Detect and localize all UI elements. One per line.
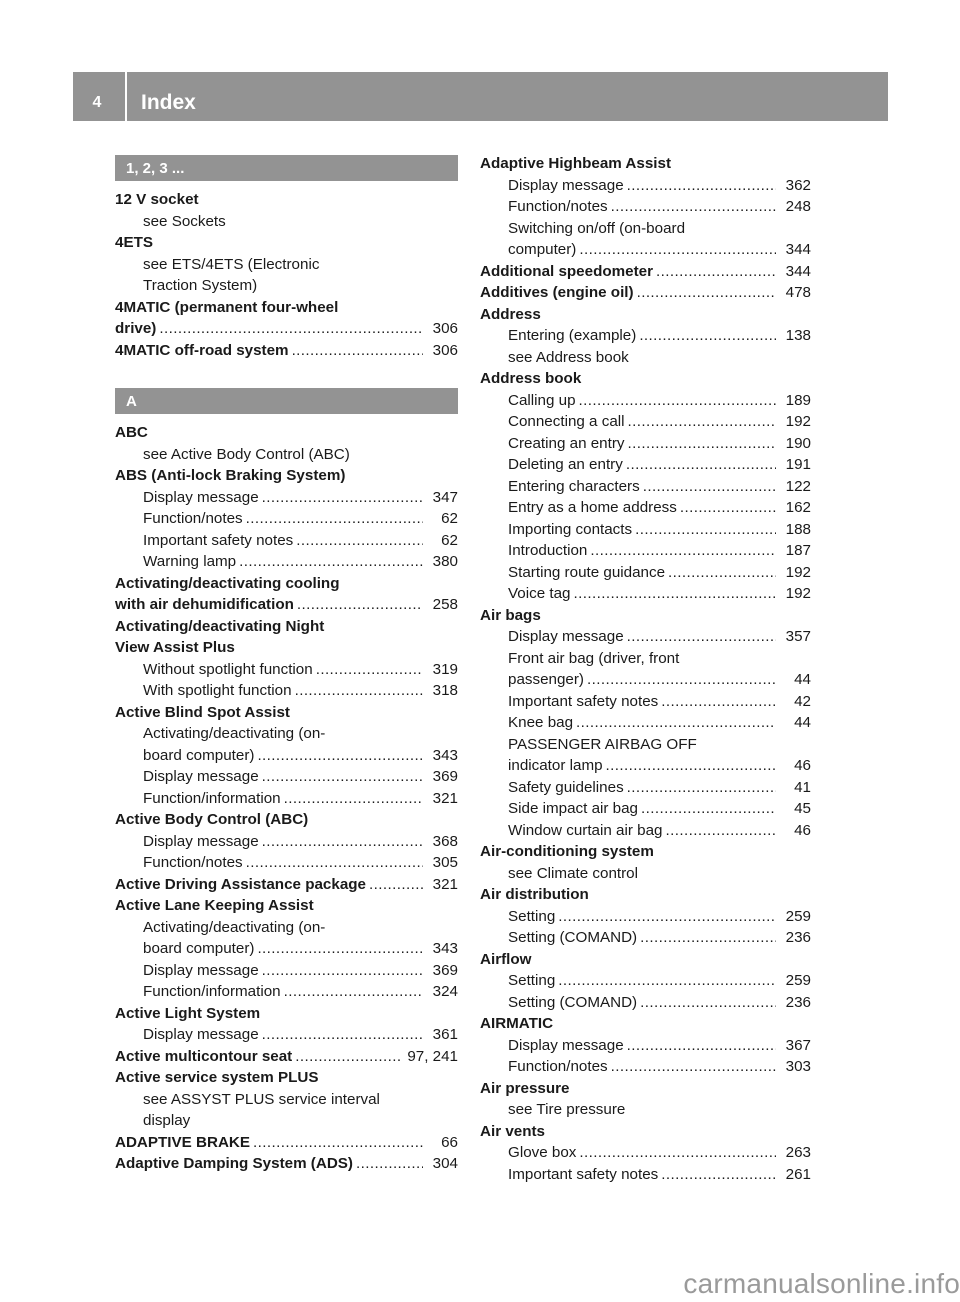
entry-text: Air bags bbox=[480, 606, 541, 624]
page-reference[interactable]: 162 bbox=[785, 499, 811, 516]
index-entry bbox=[115, 809, 458, 831]
entry-text: Function/information bbox=[143, 789, 281, 807]
entry-text: see ETS/4ETS (Electronic bbox=[143, 255, 320, 273]
page-reference[interactable]: 305 bbox=[432, 854, 458, 871]
entry-text: Active service system PLUS bbox=[115, 1069, 319, 1086]
dot-leader bbox=[246, 852, 423, 874]
entry-text: Active Light System bbox=[115, 1004, 261, 1022]
entry-text: Air-conditioning system bbox=[480, 843, 654, 860]
page-reference[interactable]: 361 bbox=[432, 1026, 458, 1043]
entry-text: Activating/deactivating (on- bbox=[143, 918, 326, 936]
entry-text: see Active Body Control (ABC) bbox=[143, 445, 350, 463]
index-subentry[interactable] bbox=[480, 239, 811, 261]
index-entry[interactable] bbox=[115, 874, 458, 896]
entry-text: Important safety notes bbox=[508, 1165, 659, 1183]
page-reference[interactable]: 321 bbox=[432, 789, 458, 807]
page-reference[interactable]: 369 bbox=[432, 768, 458, 785]
dot-leader bbox=[637, 282, 776, 304]
entry-text: Activating/deactivating Night bbox=[115, 617, 325, 635]
dot-leader bbox=[680, 497, 776, 519]
dot-leader bbox=[574, 583, 777, 605]
entry-text: Address book bbox=[480, 370, 582, 387]
index-subentry[interactable] bbox=[480, 583, 811, 605]
dot-leader bbox=[579, 390, 776, 412]
page-number-text: 4 bbox=[92, 94, 102, 111]
dot-leader bbox=[558, 906, 776, 928]
entry-text: Setting bbox=[508, 907, 556, 925]
index-subentry[interactable] bbox=[480, 691, 811, 713]
entry-text: Adaptive Damping System (ADS) bbox=[115, 1155, 353, 1172]
index-subentry[interactable] bbox=[115, 659, 458, 681]
entry-text: Air pressure bbox=[480, 1079, 570, 1097]
index-subentry[interactable] bbox=[480, 755, 811, 777]
page-reference[interactable]: 188 bbox=[785, 520, 811, 538]
dot-leader bbox=[665, 820, 776, 842]
page-reference[interactable]: 306 bbox=[432, 320, 458, 337]
page-reference[interactable]: 44 bbox=[794, 714, 811, 731]
entry-text: Display message bbox=[508, 628, 624, 645]
index-entry bbox=[480, 605, 811, 627]
index-entry bbox=[480, 841, 811, 863]
index-subentry bbox=[115, 917, 458, 939]
page-reference[interactable]: 42 bbox=[794, 692, 811, 710]
entry-text: see Address book bbox=[508, 348, 629, 366]
page-reference[interactable]: 236 bbox=[785, 993, 811, 1011]
page-reference[interactable]: 122 bbox=[785, 477, 811, 495]
index-subentry bbox=[115, 444, 458, 466]
dot-leader bbox=[661, 691, 776, 713]
dot-leader bbox=[590, 540, 776, 562]
index-subentry[interactable] bbox=[480, 1056, 811, 1078]
entry-text: Calling up bbox=[508, 391, 576, 409]
entry-text: see Tire pressure bbox=[508, 1101, 626, 1118]
dot-leader bbox=[639, 325, 776, 347]
index-subentry[interactable] bbox=[480, 777, 811, 799]
page-reference[interactable]: 318 bbox=[432, 682, 458, 699]
index-subentry[interactable] bbox=[480, 454, 811, 476]
index-subentry[interactable] bbox=[480, 992, 811, 1014]
section-header: 1, 2, 3 ... bbox=[115, 155, 458, 181]
index-entry bbox=[480, 304, 811, 326]
index-subentry bbox=[115, 723, 458, 745]
index-entry bbox=[115, 422, 458, 444]
page-reference[interactable]: 321 bbox=[432, 875, 458, 893]
entry-text: Front air bag (driver, front bbox=[508, 649, 680, 667]
index-subentry[interactable] bbox=[115, 508, 458, 530]
index-entry[interactable] bbox=[115, 594, 458, 616]
page-reference[interactable]: 319 bbox=[432, 660, 458, 678]
page-reference[interactable]: 97, 241 bbox=[407, 1047, 458, 1065]
index-subentry[interactable] bbox=[480, 970, 811, 992]
entry-text: Air vents bbox=[480, 1122, 545, 1140]
index-subentry bbox=[480, 863, 811, 885]
page-reference[interactable]: 478 bbox=[785, 284, 811, 301]
index-subentry[interactable] bbox=[480, 411, 811, 433]
dot-leader bbox=[262, 831, 423, 853]
page-reference[interactable]: 46 bbox=[794, 757, 811, 774]
entry-text: Function/information bbox=[143, 983, 281, 1000]
entry-text: Setting (COMAND) bbox=[508, 929, 638, 946]
entry-text: Side impact air bag bbox=[508, 800, 639, 817]
index-entry[interactable] bbox=[115, 1153, 458, 1175]
entry-text: Without spotlight function bbox=[143, 660, 313, 678]
dot-leader bbox=[246, 508, 423, 530]
page-reference[interactable]: 62 bbox=[441, 531, 458, 549]
index-entry bbox=[115, 1003, 458, 1025]
entry-text: Starting route guidance bbox=[508, 563, 666, 581]
page-reference[interactable]: 46 bbox=[794, 821, 811, 839]
entry-text: computer) bbox=[508, 241, 577, 258]
entry-text: passenger) bbox=[508, 671, 584, 688]
index-subentry[interactable] bbox=[480, 927, 811, 949]
index-entry bbox=[115, 702, 458, 724]
entry-text: 4ETS bbox=[115, 234, 153, 251]
entry-text: Display message bbox=[143, 1026, 259, 1043]
index-entry bbox=[480, 368, 811, 390]
dot-leader bbox=[253, 1132, 423, 1154]
index-subentry[interactable] bbox=[480, 540, 811, 562]
entry-text: Active Blind Spot Assist bbox=[115, 703, 290, 721]
index-entry[interactable] bbox=[480, 282, 811, 304]
index-entry bbox=[115, 189, 458, 211]
index-subentry[interactable] bbox=[480, 1035, 811, 1057]
index-subentry[interactable] bbox=[480, 497, 811, 519]
dot-leader bbox=[611, 196, 776, 218]
entry-text: indicator lamp bbox=[508, 757, 603, 774]
index-subentry[interactable] bbox=[115, 766, 458, 788]
dot-leader bbox=[356, 1153, 423, 1175]
entry-text: Safety guidelines bbox=[508, 778, 624, 796]
page-reference[interactable]: 343 bbox=[432, 940, 458, 957]
dot-leader bbox=[627, 1035, 776, 1057]
page-reference[interactable]: 263 bbox=[785, 1144, 811, 1161]
page-reference[interactable]: 324 bbox=[432, 983, 458, 1000]
index-subentry[interactable] bbox=[480, 798, 811, 820]
watermark: carmanualsonline.info bbox=[683, 1268, 960, 1299]
index-subentry[interactable] bbox=[480, 562, 811, 584]
page-reference[interactable]: 343 bbox=[432, 746, 458, 764]
index-entry bbox=[115, 616, 458, 638]
entry-text: Display message bbox=[143, 832, 259, 850]
index-subentry[interactable] bbox=[115, 551, 458, 573]
index-subentry[interactable] bbox=[480, 669, 811, 691]
dot-leader bbox=[640, 927, 776, 949]
dot-leader bbox=[587, 669, 776, 691]
entry-text: Entry as a home address bbox=[508, 499, 677, 516]
dot-leader bbox=[239, 551, 423, 573]
page-reference[interactable]: 344 bbox=[785, 241, 811, 258]
index-subentry[interactable] bbox=[480, 476, 811, 498]
entry-text: Creating an entry bbox=[508, 434, 625, 452]
entry-text: Entering characters bbox=[508, 477, 640, 495]
index-entry bbox=[480, 1121, 811, 1143]
entry-text: ABC bbox=[115, 424, 148, 441]
dot-leader bbox=[316, 659, 423, 681]
page-reference[interactable]: 258 bbox=[432, 596, 458, 613]
entry-text: 4MATIC off-road system bbox=[115, 341, 289, 359]
index-subentry bbox=[115, 1089, 458, 1111]
index-entry bbox=[115, 232, 458, 254]
index-subentry[interactable] bbox=[480, 325, 811, 347]
entry-text: Active Driving Assistance package bbox=[115, 875, 366, 893]
dot-leader bbox=[661, 1164, 776, 1186]
index-subentry[interactable] bbox=[480, 820, 811, 842]
index-entry[interactable] bbox=[115, 318, 458, 340]
index-entry bbox=[480, 884, 811, 906]
entry-text: Importing contacts bbox=[508, 520, 633, 538]
dot-leader bbox=[640, 992, 776, 1014]
index-subentry bbox=[480, 648, 811, 670]
entry-text: Active multicontour seat bbox=[115, 1047, 293, 1065]
page-reference[interactable]: 44 bbox=[794, 671, 811, 688]
dot-leader bbox=[627, 626, 776, 648]
dot-leader bbox=[262, 487, 423, 509]
index-subentry[interactable] bbox=[115, 680, 458, 702]
dot-leader bbox=[284, 981, 423, 1003]
dot-leader bbox=[627, 175, 776, 197]
index-entry[interactable] bbox=[480, 261, 811, 283]
index-entry[interactable] bbox=[115, 1046, 458, 1068]
entry-text: Function/notes bbox=[508, 198, 608, 215]
index-subentry bbox=[480, 347, 811, 369]
index-subentry bbox=[480, 1099, 811, 1121]
page-reference[interactable]: 192 bbox=[785, 563, 811, 581]
index-subentry[interactable] bbox=[115, 852, 458, 874]
index-subentry[interactable] bbox=[115, 487, 458, 509]
index-subentry[interactable] bbox=[480, 196, 811, 218]
entry-text: see Sockets bbox=[143, 212, 226, 230]
page-reference[interactable]: 259 bbox=[785, 907, 811, 925]
entry-text: Display message bbox=[508, 176, 624, 194]
page-reference[interactable]: 248 bbox=[785, 198, 811, 215]
index-subentry bbox=[115, 254, 458, 276]
dot-leader bbox=[606, 755, 776, 777]
dot-leader bbox=[297, 594, 423, 616]
entry-text: AIRMATIC bbox=[480, 1015, 554, 1032]
entry-text: Traction System) bbox=[143, 277, 258, 294]
dot-leader bbox=[262, 766, 423, 788]
entry-text: Voice tag bbox=[508, 585, 571, 602]
entry-text: Function/notes bbox=[143, 854, 243, 871]
entry-text: Display message bbox=[143, 488, 259, 506]
entry-text: Airflow bbox=[480, 950, 532, 968]
index-entry bbox=[115, 895, 458, 917]
page-title: Index bbox=[127, 72, 888, 121]
index-subentry[interactable] bbox=[115, 745, 458, 767]
page-reference[interactable]: 261 bbox=[785, 1165, 811, 1183]
index-subentry[interactable] bbox=[480, 906, 811, 928]
entry-text: see ASSYST PLUS service interval bbox=[143, 1090, 380, 1108]
index-subentry[interactable] bbox=[115, 938, 458, 960]
index-subentry[interactable] bbox=[480, 175, 811, 197]
entry-text: board computer) bbox=[143, 940, 255, 957]
index-entry bbox=[115, 573, 458, 595]
dot-leader bbox=[668, 562, 776, 584]
page-reference[interactable]: 368 bbox=[432, 832, 458, 850]
entry-text: Important safety notes bbox=[143, 531, 294, 549]
index-subentry bbox=[115, 211, 458, 233]
index-subentry[interactable] bbox=[480, 1142, 811, 1164]
dot-leader bbox=[295, 1046, 400, 1068]
index-subentry[interactable] bbox=[115, 831, 458, 853]
dot-leader bbox=[611, 1056, 776, 1078]
dot-leader bbox=[635, 519, 776, 541]
dot-leader bbox=[628, 433, 776, 455]
entry-text: board computer) bbox=[143, 746, 255, 764]
index-entry bbox=[480, 1078, 811, 1100]
dot-leader bbox=[626, 454, 776, 476]
dot-leader bbox=[296, 530, 423, 552]
index-entry bbox=[115, 1067, 458, 1089]
index-subentry[interactable] bbox=[480, 712, 811, 734]
dot-leader bbox=[262, 1024, 423, 1046]
page-reference[interactable]: 187 bbox=[785, 542, 811, 559]
dot-leader bbox=[576, 712, 776, 734]
index-subentry bbox=[115, 1110, 458, 1132]
entry-text: Display message bbox=[508, 1036, 624, 1054]
page-reference[interactable]: 190 bbox=[785, 434, 811, 452]
entry-text: Display message bbox=[143, 768, 259, 785]
index-entry[interactable] bbox=[115, 1132, 458, 1154]
entry-text: Function/notes bbox=[143, 510, 243, 527]
index-entry[interactable] bbox=[115, 340, 458, 362]
section-header: A bbox=[115, 388, 458, 414]
entry-text: 12 V socket bbox=[115, 191, 199, 208]
index-subentry[interactable] bbox=[480, 390, 811, 412]
page-reference[interactable]: 357 bbox=[785, 628, 811, 645]
index-subentry[interactable] bbox=[115, 530, 458, 552]
dot-leader bbox=[257, 938, 423, 960]
entry-text: Setting (COMAND) bbox=[508, 993, 638, 1011]
entry-text: Activating/deactivating cooling bbox=[115, 574, 340, 592]
entry-text: Additional speedometer bbox=[480, 262, 653, 280]
entry-text: Air distribution bbox=[480, 886, 589, 903]
entry-text: PASSENGER AIRBAG OFF bbox=[508, 735, 697, 753]
entry-text: Activating/deactivating (on- bbox=[143, 725, 326, 742]
entry-text: Switching on/off (on-board bbox=[508, 219, 686, 237]
entry-text: 4MATIC (permanent four-wheel bbox=[115, 298, 339, 316]
entry-text: Introduction bbox=[508, 542, 588, 559]
entry-text: Display message bbox=[143, 961, 259, 979]
page-reference[interactable]: 138 bbox=[785, 327, 811, 344]
index-entry bbox=[115, 637, 458, 659]
entry-text: Connecting a call bbox=[508, 413, 625, 430]
dot-leader bbox=[369, 874, 423, 896]
page-reference[interactable]: 191 bbox=[785, 456, 811, 473]
index-subentry[interactable] bbox=[480, 626, 811, 648]
page-reference[interactable]: 344 bbox=[785, 262, 811, 280]
entry-text: Adaptive Highbeam Assist bbox=[480, 155, 672, 172]
index-column-left bbox=[115, 155, 458, 1175]
entry-text: Knee bag bbox=[508, 714, 574, 731]
dot-leader bbox=[159, 318, 423, 340]
dot-leader bbox=[292, 340, 423, 362]
entry-text: ABS (Anti-lock Braking System) bbox=[115, 467, 346, 484]
index-entry bbox=[480, 153, 811, 175]
entry-text: With spotlight function bbox=[143, 682, 292, 699]
entry-text: Warning lamp bbox=[143, 553, 237, 570]
entry-text: drive) bbox=[115, 320, 157, 337]
index-column-right bbox=[480, 153, 811, 1185]
page-reference[interactable]: 66 bbox=[441, 1133, 458, 1151]
page-reference[interactable]: 236 bbox=[785, 929, 811, 946]
entry-text: Glove box bbox=[508, 1144, 577, 1161]
dot-leader bbox=[627, 777, 776, 799]
entry-text: View Assist Plus bbox=[115, 639, 235, 656]
index-subentry bbox=[480, 218, 811, 240]
entry-text: see Climate control bbox=[508, 864, 638, 882]
index-subentry[interactable] bbox=[115, 981, 458, 1003]
index-subentry[interactable] bbox=[480, 433, 811, 455]
page-reference[interactable]: 367 bbox=[785, 1036, 811, 1054]
index-subentry[interactable] bbox=[480, 519, 811, 541]
entry-text: ADAPTIVE BRAKE bbox=[115, 1133, 251, 1151]
index-subentry bbox=[480, 734, 811, 756]
dot-leader bbox=[656, 261, 776, 283]
page-reference[interactable]: 259 bbox=[785, 972, 811, 989]
dot-leader bbox=[579, 239, 776, 261]
page-reference[interactable]: 192 bbox=[785, 585, 811, 602]
index-subentry[interactable] bbox=[115, 960, 458, 982]
dot-leader bbox=[558, 970, 776, 992]
entry-text: Window curtain air bag bbox=[508, 821, 663, 839]
index-subentry[interactable] bbox=[115, 1024, 458, 1046]
dot-leader bbox=[295, 680, 423, 702]
index-entry bbox=[480, 1013, 811, 1035]
entry-text: Setting bbox=[508, 972, 556, 989]
page-number bbox=[73, 72, 125, 121]
page-reference[interactable]: 362 bbox=[785, 176, 811, 194]
entry-text: Deleting an entry bbox=[508, 456, 623, 473]
index-subentry[interactable] bbox=[480, 1164, 811, 1186]
entry-text: display bbox=[143, 1112, 191, 1129]
dot-leader bbox=[284, 788, 423, 810]
dot-leader bbox=[628, 411, 776, 433]
index-subentry bbox=[115, 275, 458, 297]
dot-leader bbox=[262, 960, 423, 982]
entry-text: Entering (example) bbox=[508, 327, 637, 344]
dot-leader bbox=[643, 476, 776, 498]
entry-text: Address bbox=[480, 305, 541, 323]
page-reference[interactable]: 189 bbox=[785, 391, 811, 409]
entry-text: Important safety notes bbox=[508, 692, 659, 710]
page-reference[interactable]: 306 bbox=[432, 341, 458, 359]
page-reference[interactable]: 369 bbox=[432, 961, 458, 979]
page-reference[interactable]: 347 bbox=[432, 488, 458, 506]
index-subentry[interactable] bbox=[115, 788, 458, 810]
index-entry bbox=[115, 465, 458, 487]
entry-text: Additives (engine oil) bbox=[480, 284, 634, 301]
entry-text: Function/notes bbox=[508, 1058, 608, 1075]
page-reference[interactable]: 380 bbox=[432, 553, 458, 570]
entry-text: Active Body Control (ABC) bbox=[115, 811, 309, 828]
page-reference[interactable]: 62 bbox=[441, 510, 458, 527]
entry-text: with air dehumidification bbox=[115, 596, 294, 613]
page-reference[interactable]: 41 bbox=[794, 778, 811, 796]
page-reference[interactable]: 304 bbox=[432, 1155, 458, 1172]
dot-leader bbox=[579, 1142, 776, 1164]
dot-leader bbox=[641, 798, 776, 820]
page-reference[interactable]: 303 bbox=[785, 1058, 811, 1075]
dot-leader bbox=[257, 745, 423, 767]
index-entry bbox=[480, 949, 811, 971]
index-entry bbox=[115, 297, 458, 319]
page-reference[interactable]: 45 bbox=[794, 800, 811, 817]
entry-text: Active Lane Keeping Assist bbox=[115, 897, 314, 914]
page-reference[interactable]: 192 bbox=[785, 413, 811, 430]
